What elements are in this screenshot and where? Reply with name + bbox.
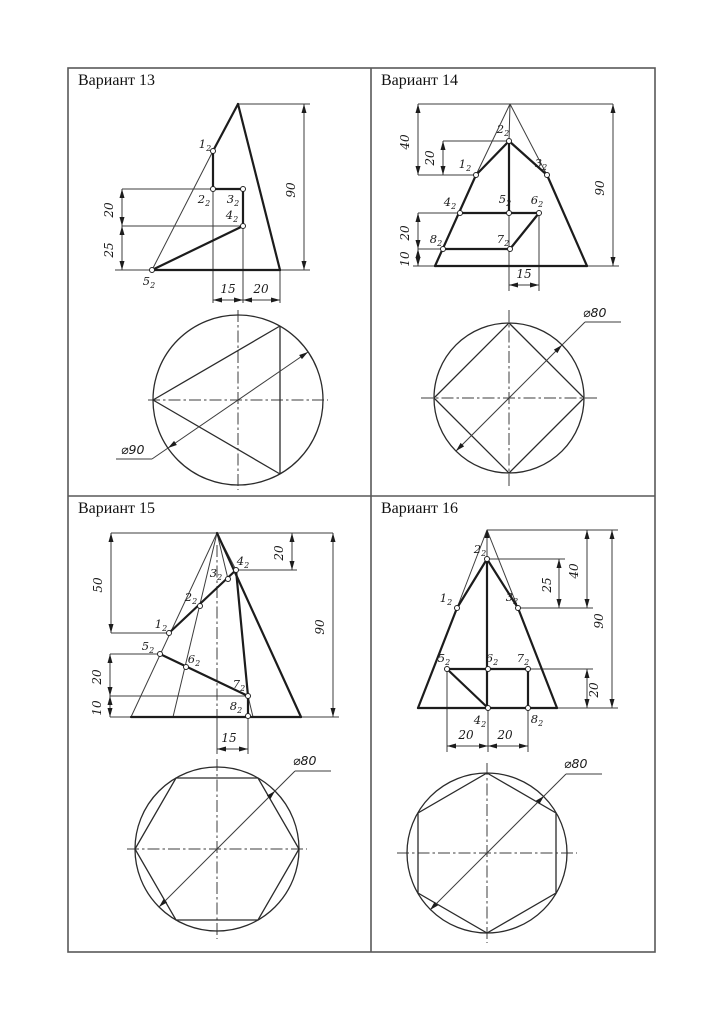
- dimension-value: 90: [284, 182, 298, 198]
- point-marker: [246, 694, 251, 699]
- point-marker: [486, 706, 491, 711]
- dimension-arrow: [331, 708, 336, 717]
- dimension-arrow: [108, 654, 113, 663]
- variant-15-front-view: [90, 533, 339, 754]
- dimension-arrow: [217, 747, 226, 752]
- point-label: $4_2$: [225, 208, 239, 224]
- dimension-value: 20: [423, 150, 437, 166]
- point-marker: [211, 187, 216, 192]
- point-marker: [486, 667, 491, 672]
- variant-14-title: Вариант 14: [381, 72, 458, 89]
- contour-line: [435, 175, 476, 266]
- dimension-arrow: [585, 599, 590, 608]
- dimension-value: 10: [398, 251, 412, 267]
- point-label: $2_2$: [473, 542, 487, 558]
- dimension-arrow: [234, 298, 243, 303]
- variant-14: [398, 104, 621, 486]
- point-marker: [234, 568, 239, 573]
- dimension-arrow: [611, 104, 616, 113]
- construction-line: [173, 533, 217, 717]
- variant-13: [102, 104, 328, 490]
- section-chord: [153, 326, 280, 400]
- point-marker: [445, 667, 450, 672]
- diameter-arrow: [168, 441, 177, 448]
- point-label: $5_2$: [437, 651, 451, 667]
- dimension-arrow: [441, 166, 446, 175]
- point-label: $7_2$: [232, 677, 246, 693]
- contour-line: [510, 213, 539, 249]
- dimension-arrow: [213, 298, 222, 303]
- dimension-value: 10: [90, 700, 104, 716]
- point-label: $7_2$: [516, 651, 530, 667]
- dimension-value: 20: [90, 669, 104, 685]
- dimension-arrow: [447, 744, 456, 749]
- dimension-value: 90: [593, 180, 607, 196]
- point-marker: [150, 268, 155, 273]
- point-label: $6_2$: [187, 652, 201, 668]
- dimension-arrow: [331, 533, 336, 542]
- contour-line: [457, 559, 487, 608]
- variant-16: [397, 529, 618, 943]
- diameter-label: ⌀80: [564, 756, 588, 771]
- dimension-arrow: [271, 298, 280, 303]
- point-marker: [526, 706, 531, 711]
- dimension-value: 90: [313, 619, 327, 635]
- point-label: $3_2$: [226, 192, 240, 208]
- dimension-value: 25: [102, 242, 116, 258]
- dimension-arrow: [243, 298, 252, 303]
- point-marker: [537, 211, 542, 216]
- construction-line: [131, 533, 217, 717]
- dimension-arrow: [416, 249, 421, 258]
- dimension-value: 40: [398, 134, 412, 150]
- point-label: $3_2$: [209, 566, 223, 582]
- point-marker: [474, 173, 479, 178]
- point-label: $2_2$: [496, 122, 510, 138]
- dimension-arrow: [557, 599, 562, 608]
- point-label: $6_2$: [485, 651, 499, 667]
- dimension-value: 20: [272, 545, 286, 561]
- dimension-arrow: [585, 669, 590, 678]
- dimension-arrow: [416, 257, 421, 266]
- dimension-arrow: [120, 226, 125, 235]
- contour-line: [547, 175, 587, 266]
- grid-borders: [68, 68, 655, 952]
- dimension-arrow: [302, 104, 307, 113]
- variant-16-title: Вариант 16: [381, 500, 458, 517]
- dimension-arrow: [108, 696, 113, 705]
- point-label: $4_2$: [443, 195, 457, 211]
- variant-14-plan-view: [421, 305, 621, 486]
- dimension-arrow: [109, 624, 114, 633]
- dimension-arrow: [479, 744, 488, 749]
- point-label: $2_2$: [197, 192, 211, 208]
- point-marker: [545, 173, 550, 178]
- point-marker: [455, 606, 460, 611]
- dimension-arrow: [519, 744, 528, 749]
- variant-13-plan-view: [116, 310, 328, 490]
- point-label: $2_2$: [184, 590, 198, 606]
- point-marker: [246, 714, 251, 719]
- point-label: $1_2$: [439, 591, 453, 607]
- point-marker: [158, 652, 163, 657]
- dimension-arrow: [109, 533, 114, 542]
- point-marker: [241, 224, 246, 229]
- contour-line: [217, 533, 301, 717]
- point-label: $8_2$: [530, 712, 544, 728]
- dimension-arrow: [488, 744, 497, 749]
- dimension-arrow: [557, 559, 562, 568]
- point-label: $3_2$: [505, 590, 519, 606]
- point-marker: [226, 577, 231, 582]
- point-marker: [167, 631, 172, 636]
- contour-line: [447, 669, 488, 708]
- dimension-arrow: [120, 217, 125, 226]
- dimension-arrow: [441, 141, 446, 150]
- dimension-value: 15: [516, 267, 532, 281]
- dimension-arrow: [120, 189, 125, 198]
- dimension-value: 25: [540, 577, 554, 593]
- dimension-arrow: [610, 530, 615, 539]
- dimension-value: 90: [592, 613, 606, 629]
- dimension-arrow: [585, 699, 590, 708]
- construction-line: [457, 530, 487, 608]
- drawings-layer: [90, 104, 621, 943]
- point-label: $4_2$: [236, 554, 250, 570]
- outer-border: [68, 68, 655, 952]
- section-chord: [153, 400, 280, 474]
- diameter-label: ⌀80: [583, 305, 607, 320]
- point-marker: [507, 139, 512, 144]
- dimension-value: 50: [91, 577, 105, 593]
- dimension-value: 15: [221, 731, 237, 745]
- dimension-arrow: [302, 261, 307, 270]
- dimension-arrow: [585, 530, 590, 539]
- dimension-arrow: [530, 283, 539, 288]
- point-label: $8_2$: [429, 232, 443, 248]
- diameter-leader-line: [456, 322, 585, 451]
- dimension-value: 20: [458, 728, 474, 742]
- point-label: $6_2$: [530, 193, 544, 209]
- point-marker: [241, 187, 246, 192]
- point-label: $8_2$: [229, 699, 243, 715]
- dimension-arrow: [416, 104, 421, 113]
- point-label: $5_2$: [141, 639, 155, 655]
- variant-16-plan-view: [397, 756, 602, 943]
- variant-15-title: Вариант 15: [78, 500, 155, 517]
- diameter-arrow: [299, 352, 308, 359]
- dimension-arrow: [108, 687, 113, 696]
- point-label: $1_2$: [198, 137, 212, 153]
- variant-15-plan-view: [127, 753, 331, 939]
- dimension-arrow: [610, 699, 615, 708]
- dimension-value: 20: [102, 202, 116, 218]
- dimension-arrow: [108, 708, 113, 717]
- point-label: $5_2$: [142, 274, 156, 290]
- point-marker: [458, 211, 463, 216]
- variant-13-title: Вариант 13: [78, 72, 155, 89]
- dimension-arrow: [290, 561, 295, 570]
- construction-line: [476, 104, 510, 175]
- dimension-arrow: [416, 213, 421, 222]
- point-marker: [198, 604, 203, 609]
- contour-line: [152, 226, 243, 270]
- dimension-value: 20: [398, 225, 412, 241]
- variant-16-front-view: [418, 529, 618, 752]
- contour-line: [476, 141, 509, 175]
- contour-line: [213, 104, 238, 151]
- variant-14-front-view: [398, 104, 619, 291]
- point-label: $5_2$: [498, 192, 512, 208]
- dimension-arrow: [509, 283, 518, 288]
- variant-13-front-view: [102, 104, 310, 303]
- construction-line: [152, 151, 213, 270]
- dimension-arrow: [416, 166, 421, 175]
- point-marker: [211, 149, 216, 154]
- point-marker: [526, 667, 531, 672]
- dimension-arrow: [120, 261, 125, 270]
- dimension-value: 20: [497, 728, 513, 742]
- point-label: $3_2$: [534, 156, 548, 172]
- dimension-arrow: [290, 533, 295, 542]
- dimension-value: 15: [220, 282, 236, 296]
- dimension-arrow: [611, 257, 616, 266]
- dimension-value: 40: [567, 563, 581, 579]
- point-marker: [516, 606, 521, 611]
- point-label: $4_2$: [473, 713, 487, 729]
- point-label: $7_2$: [496, 232, 510, 248]
- dimension-value: 20: [587, 682, 601, 698]
- point-label: $1_2$: [458, 157, 472, 173]
- point-marker: [507, 211, 512, 216]
- dimension-value: 20: [253, 282, 269, 296]
- diameter-label: ⌀90: [121, 442, 145, 457]
- variant-15: [90, 533, 339, 939]
- diameter-label: ⌀80: [293, 753, 317, 768]
- point-label: $1_2$: [154, 617, 168, 633]
- dimension-arrow: [416, 240, 421, 249]
- dimension-arrow: [239, 747, 248, 752]
